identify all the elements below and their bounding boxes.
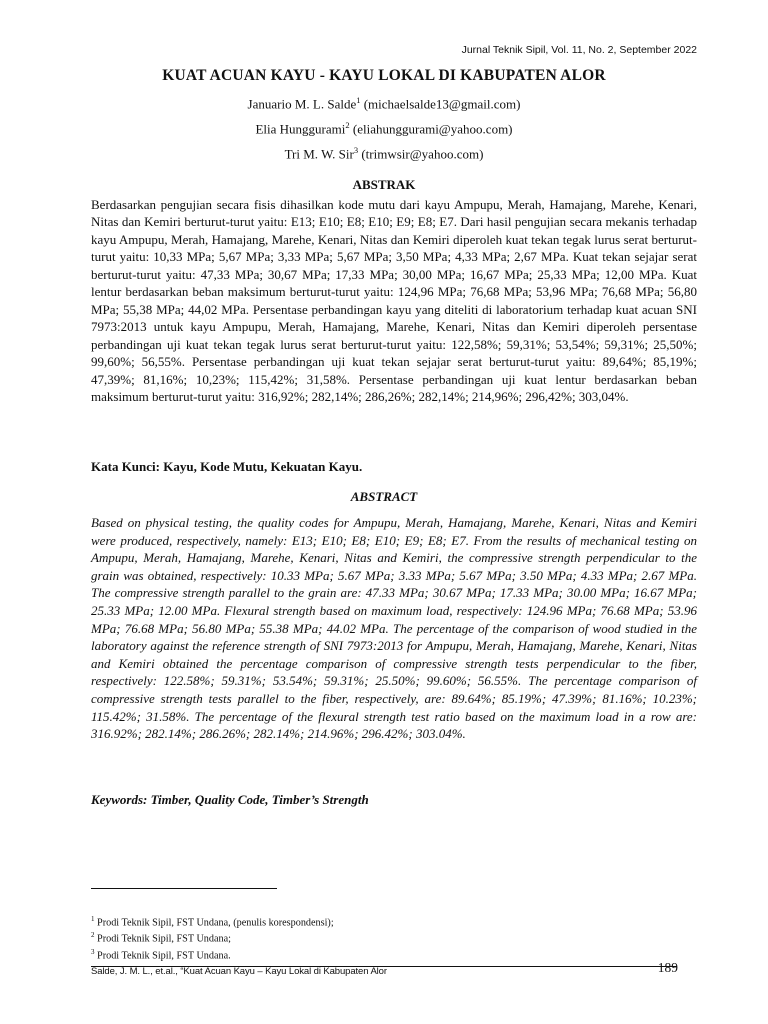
author-affiliation-mark: 3	[353, 145, 359, 155]
paper-title: KUAT ACUAN KAYU - KAYU LOKAL DI KABUPATEN ALOR	[162, 67, 606, 84]
footnote-item	[91, 946, 334, 962]
footnote-text: Prodi Teknik Sipil, FST Undana.	[97, 950, 231, 962]
keywords: Keywords: Timber, Quality Code, Timber’s Strength	[91, 792, 369, 807]
author-affiliation-mark: 1	[356, 95, 361, 105]
footnote-item	[91, 929, 334, 945]
running-title: Salde, J. M. L., et.al., “Kuat Acuan Kayu – Kayu Lokal di Kabupaten Alor	[91, 966, 387, 977]
abstrak-body: Berdasarkan pengujian secara fisis dihasilkan kode mutu dari kayu Ampupu, Merah, Hamajang, Marehe, Kenari, Nitas dan Kemiri berturut-turut yaitu: E13; E10; E8; E10; E9; E8; E7. Dari hasil pengujian secara mekanis terhadap kayu Ampupu, Merah, Hamajang, Marehe, Kenari, Nitas dan Kemiri diperoleh kuat tekan tegak lurus serat berturut-turut yaitu: 10,33 MPa; 5,67 MPa; 3,33 MPa; 5,67 MPa; 3,50 MPa; 4,33 MPa; 2,67 MPa. Kuat tekan sejajar serat berturut-turut yaitu: 47,33 MPa; 30,67 MPa; 17,33 MPa; 30,00 MPa; 16,67 MPa; 25,33 MPa; 12,00 MPa. Kuat lentur berdasarkan beban maksimum berturut-turut yaitu: 124,96 MPa; 76,68 MPa; 53,96 MPa; 76,68 MPa; 56,80 MPa; 55,38 MPa; 44,02 MPa. Persentase perbandingan kayu yang diteliti di laboratorium terhadap kuat acuan SNI 7973:2013 untuk kayu Ampupu, Merah, Hamajang, Marehe, Kenari, Nitas dan Kemiri diperoleh persentase perbandingan uji kuat tekan tegak lurus serat berturut-turut yaitu: 122,58%; 59,31%; 53,54%; 59,31%; 25,50%; 99,60%; 56,55%. Persentase perbandingan uji kuat tekan sejajar serat berturut-turut yaitu: 89,64%; 85,19%; 47,39%; 81,16%; 10,23%; 115,42%; 31,58%. Persentase perbandingan uji kuat lentur berdasarkan beban maksimum berturut-turut yaitu: 316,92%; 282,14%; 286,26%; 282,14%; 214,96%; 296,42%; 303,04%.	[91, 197, 697, 404]
footnotes	[91, 913, 334, 962]
footnote-text: Prodi Teknik Sipil, FST Undana, (penulis korespondensi);	[97, 917, 334, 929]
author-1	[0, 95, 768, 112]
author-email: (eliahunggurami@yahoo.com)	[352, 121, 513, 137]
journal-header: Jurnal Teknik Sipil, Vol. 11, No. 2, September 2022	[461, 44, 697, 56]
author-email: (trimwsir@yahoo.com)	[361, 146, 484, 162]
kata-kunci: Kata Kunci: Kayu, Kode Mutu, Kekuatan Kayu.	[91, 459, 363, 474]
footnote-mark: 3	[91, 947, 95, 956]
footnote-text: Prodi Teknik Sipil, FST Undana;	[97, 933, 231, 945]
author-name: Tri M. W. Sir	[284, 146, 354, 162]
author-3	[0, 145, 768, 162]
footnote-mark: 2	[91, 931, 95, 940]
author-name: Januario M. L. Salde	[247, 96, 357, 112]
footnote-mark: 1	[91, 915, 95, 923]
author-email: (michaelsalde13@gmail.com)	[363, 96, 521, 112]
author-2	[0, 120, 768, 137]
author-affiliation-mark: 2	[345, 120, 350, 130]
abstrak-heading: ABSTRAK	[352, 177, 416, 192]
page-number: 189	[657, 960, 678, 975]
footnote-divider	[91, 888, 277, 889]
footnote-item	[91, 913, 334, 929]
abstract-body: Based on physical testing, the quality codes for Ampupu, Merah, Hamajang, Marehe, Kenari, Nitas and Kemiri were produced, respectively, namely: E13; E10; E8; E10; E9; E8; E7. From the results of mechanical testing on Ampupu, Merah, Hamajang, Marehe, Kenari, Nitas and Kemiri, the compressive strength perpendicular to the grain was obtained, respectively: 10.33 MPa; 5.67 MPa; 3.33 MPa; 5.67 MPa; 3.50 MPa; 4.33 MPa; 2.67 MPa. The compressive strength parallel to the grain are: 47.33 MPa; 30.67 MPa; 17.33 MPa; 30.00 MPa; 16.67 MPa; 25.33 MPa; 12.00 MPa. Flexural strength based on maximum load, respectively: 124.96 MPa; 76.68 MPa; 53.96 MPa; 76.68 MPa; 56.80 MPa; 55.38 MPa; 44.02 MPa. The percentage of the comparison of wood studied in the laboratory against the reference strength of SNI 7973:2013 for Ampupu, Merah, Hamajang, Marehe, Kenari, Nitas and Kemiri obtained the percentage comparison of compressive strength tests perpendicular to the fiber, respectively: 122.58%; 59.31%; 53.54%; 59.31%; 25.50%; 99.60%; 56.55%. The percentage comparison of compressive strength tests parallel to the fiber, respectively, are: 89.64%; 85.19%; 47.39%; 81.16%; 10.23%; 115.42%; 31.58%. The percentage of the flexural strength test ratio based on the maximum load in a row are: 316.92%; 282.14%; 286.26%; 282.14%; 214.96%; 296.42%; 303.04%.	[91, 515, 697, 742]
author-name: Elia Hunggurami	[255, 121, 346, 137]
abstract-heading: ABSTRACT	[350, 489, 418, 504]
